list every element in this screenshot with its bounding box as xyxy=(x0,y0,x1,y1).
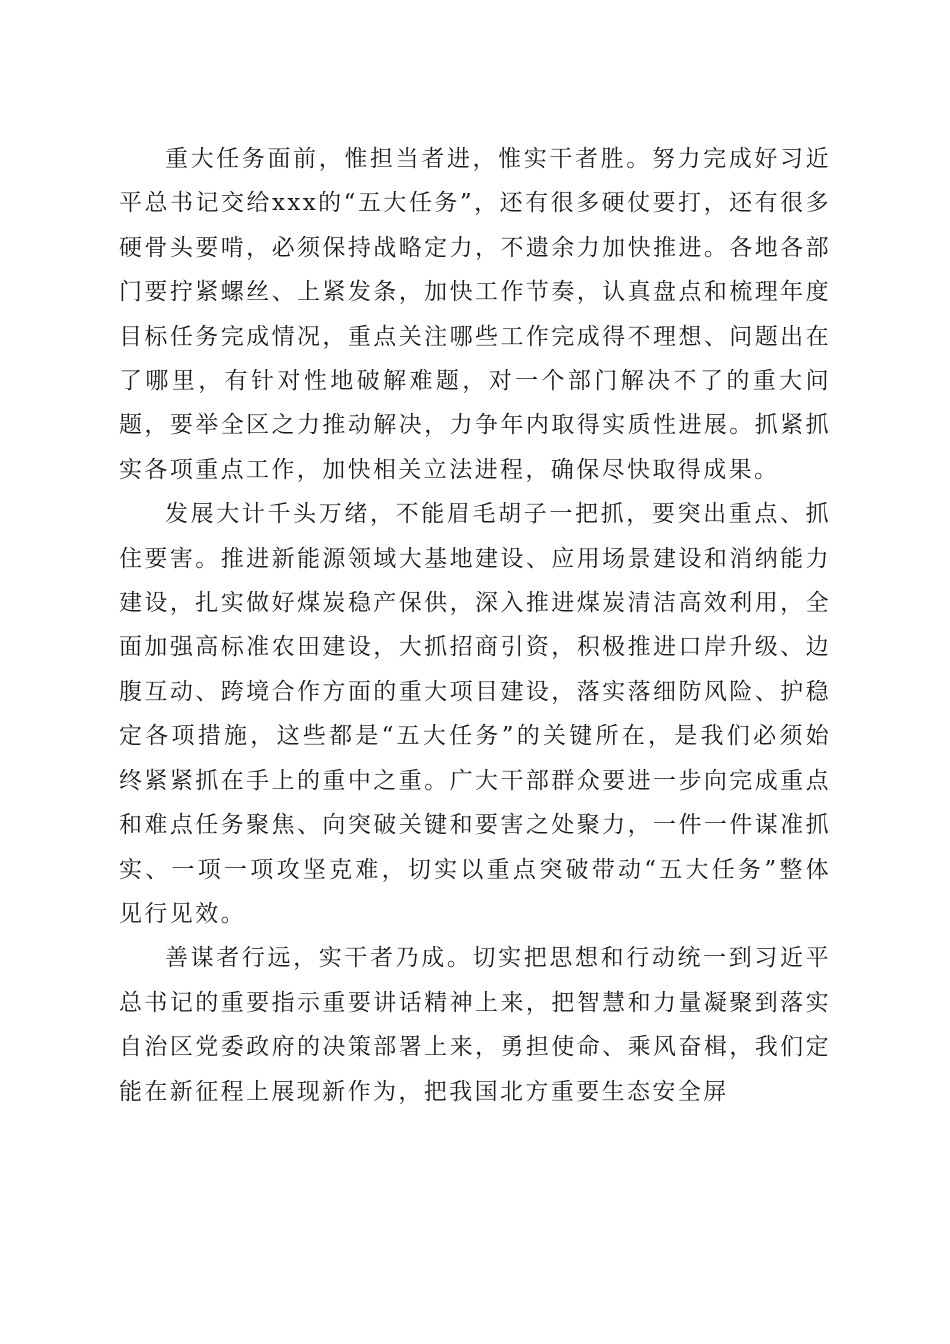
paragraph-3: 善谋者行远，实干者乃成。切实把思想和行动统一到习近平总书记的重要指示重要讲话精神上来，把智慧和力量凝聚到落实自治区党委政府的决策部署上来，勇担使命、乘风奋楫，我们定能在新征程上展现新作为，把我国北方重要生态安全屏 xyxy=(119,945,831,1105)
paragraph-2: 发展大计千头万绪，不能眉毛胡子一把抓，要突出重点、抓住要害。推进新能源领域大基地建设、应用场景建设和消纳能力建设，扎实做好煤炭稳产保供，深入推进煤炭清洁高效利用，全面加强高标准农田建设，大抓招商引资，积极推进口岸升级、边腹互动、跨境合作方面的重大项目建设，落实落细防风险、护稳定各项措施，这些都是“五大任务”的关键所在，是我们必须始终紧紧抓在手上的重中之重。广大干部群众要进一步向完成重点和难点任务聚焦、向突破关键和要害之处聚力，一件一件谋准抓实、一项一项攻坚克难，切实以重点突破带动“五大任务”整体见行见效。 xyxy=(119,501,831,927)
paragraph-1: 重大任务面前，惟担当者进，惟实干者胜。努力完成好习近平总书记交给xxx的“五大任务”，还有很多硬仗要打，还有很多硬骨头要啃，必须保持战略定力，不遗余力加快推进。各地各部门要拧紧螺丝、上紧发条，加快工作节奏，认真盘点和梳理年度目标任务完成情况，重点关注哪些工作完成得不理想、问题出在了哪里，有针对性地破解难题，对一个部门解决不了的重大问题，要举全区之力推动解决，力争年内取得实质性进展。抓紧抓实各项重点工作，加快相关立法进程，确保尽快取得成果。 xyxy=(119,146,831,483)
document-body xyxy=(119,137,831,1114)
